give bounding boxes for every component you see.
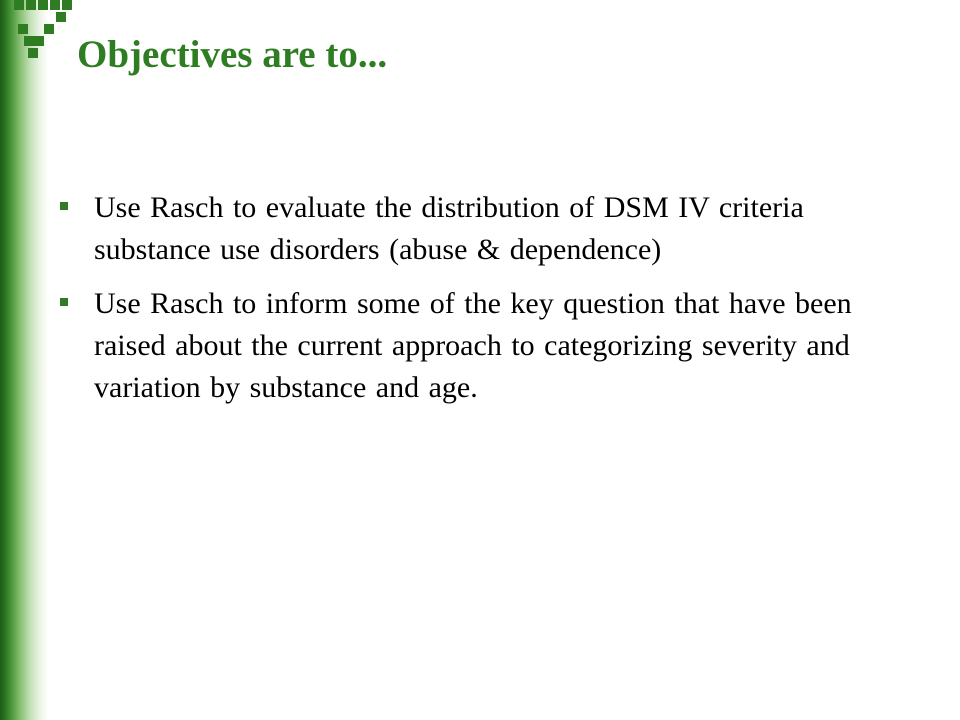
bullet-text: Use Rasch to inform some of the key question that have been raised about the current approach to categorizing severity and variation by substance and age. xyxy=(94,287,852,404)
square-bullet-icon xyxy=(60,202,68,210)
bullet-item xyxy=(58,283,888,409)
left-gradient-bar xyxy=(0,0,48,720)
bullet-list xyxy=(58,187,888,421)
square-bullet-icon xyxy=(60,298,68,306)
slide-title: Objectives are to... xyxy=(77,33,388,76)
bullet-text: Use Rasch to evaluate the distribution of DSM IV criteria substance use disorders (abuse & dependence) xyxy=(94,191,804,266)
green-squares-checkmark-icon xyxy=(0,0,80,70)
bullet-item xyxy=(58,187,888,271)
